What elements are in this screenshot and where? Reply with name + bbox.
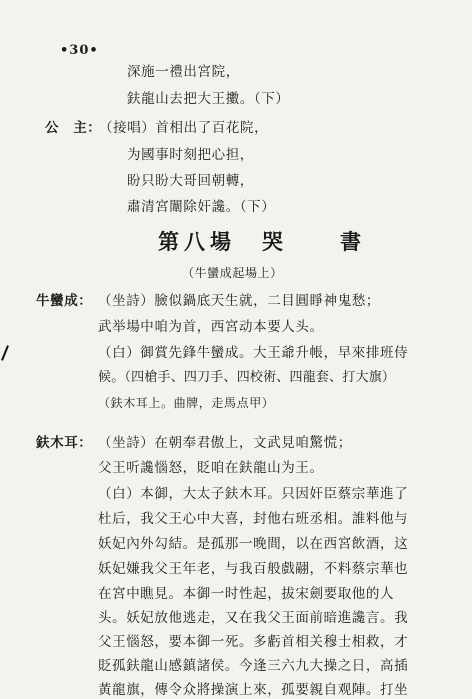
dialogue-line: 妖妃內外勾結。是孤那一晚間，以在西宮飲酒，这 [98, 536, 409, 552]
dialogue-line: （坐詩）臉似鍋底天生就，二目圓睜神鬼愁； [98, 293, 380, 309]
speaker-label: 鈇木耳： [36, 435, 93, 451]
dialogue-line: 武举場中咱为首，西宮动本要人头。 [98, 319, 324, 335]
dialogue-line: （白）本御，大太子鈇木耳。只因奸臣蔡宗華進了 [98, 486, 409, 502]
verse-line: 盼只盼大哥回朝轉， [127, 173, 254, 189]
dialogue-line: 父王惱怒，要本御一死。多虧首相关穆士相救，才 [98, 634, 409, 650]
dialogue-line: 黃龍旗，傳令众將操演上來，孤要親自观陣。打坐 [98, 682, 409, 698]
speaker-label: 牛蠻成： [36, 293, 93, 309]
verse-line: 鈇龍山去把大王擻。（下） [127, 91, 290, 107]
dialogue-line: 头。妖妃放他逃走，又在我父王面前暗進讒言。我 [98, 610, 409, 626]
verse-line: 深施一禮出宮院， [127, 64, 240, 80]
dialogue-line: 妖妃嫌我父王年老，与我百般戲翤，不料蔡宗華也 [98, 561, 409, 577]
dialogue-line: 候。（四槍手、四刀手、四校術、四龍套、打大旗） [98, 370, 396, 385]
page-number: •30• [60, 43, 99, 58]
dialogue-line: 貶孤鈇龍山感鎮諸侯。今逢三六九大操之日，高插 [98, 658, 409, 674]
dialogue-line: （坐詩）在朝奉君傲上，文武見咱驚慌； [98, 435, 352, 451]
verse-line: （接唱）首相出了百花院， [99, 120, 269, 136]
dialogue-line: 在宮中瞧見。本御一时性起，拔宋劍要取他的人 [98, 586, 395, 602]
stage-direction: （鈇木耳上。曲牌，走馬点甲） [98, 396, 275, 410]
margin-mark [1, 345, 9, 361]
speaker-label: 公 主： [45, 120, 102, 136]
dialogue-line: 杜后，我父王心中大喜，封他右班丞相。誰料他与 [98, 511, 409, 527]
verse-line: 肅清宮闈除奸讒。（下） [127, 199, 276, 215]
dialogue-line: （白）御賞先鋒牛蠻成。大王爺升帳，早來排班侍 [98, 345, 409, 361]
scene-title: 第八場 哭 書 [158, 229, 366, 254]
verse-line: 为國事时刻把心担， [127, 147, 254, 163]
dialogue-line: 父王听讒惱怒，貶咱在鈇龍山为王。 [98, 460, 324, 476]
stage-direction: （牛蠻成起場上） [182, 266, 283, 280]
